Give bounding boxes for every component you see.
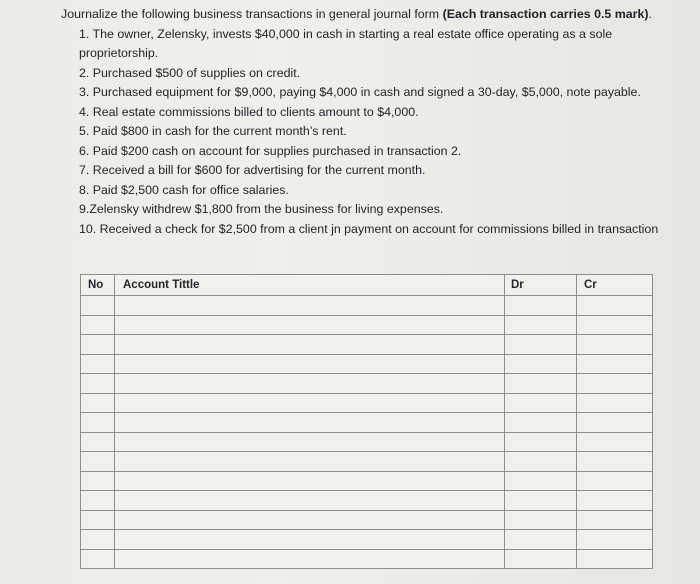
cell-debit[interactable] bbox=[505, 296, 577, 316]
cell-account-title[interactable] bbox=[115, 452, 505, 472]
cell-no[interactable] bbox=[81, 315, 115, 335]
cell-no[interactable] bbox=[81, 530, 115, 550]
cell-credit[interactable] bbox=[577, 452, 653, 472]
cell-account-title[interactable] bbox=[115, 413, 505, 433]
journal-row bbox=[81, 315, 653, 335]
transaction-item-4: 4. Real estate commissions billed to clients amount to $4,000. bbox=[79, 104, 419, 119]
cell-credit[interactable] bbox=[577, 510, 653, 530]
cell-credit[interactable] bbox=[577, 374, 653, 394]
journal-header-row bbox=[81, 275, 653, 296]
cell-no[interactable] bbox=[81, 452, 115, 472]
journal-row bbox=[81, 471, 653, 491]
cell-no[interactable] bbox=[81, 393, 115, 413]
cell-debit[interactable] bbox=[505, 374, 577, 394]
transaction-list bbox=[61, 25, 681, 240]
journal-row bbox=[81, 452, 653, 472]
cell-debit[interactable] bbox=[505, 354, 577, 374]
header-debit: Dr bbox=[505, 275, 577, 296]
cell-credit[interactable] bbox=[577, 549, 653, 569]
cell-credit[interactable] bbox=[577, 354, 653, 374]
journal-body bbox=[81, 296, 653, 569]
cell-account-title[interactable] bbox=[115, 315, 505, 335]
journal-row bbox=[81, 413, 653, 433]
transaction-item-3: 3. Purchased equipment for $9,000, paying $4,000 in cash and signed a 30-day, $5,000, note payable. bbox=[79, 85, 641, 99]
cell-no[interactable] bbox=[81, 354, 115, 374]
cell-no[interactable] bbox=[81, 491, 115, 511]
journal-row bbox=[81, 510, 653, 530]
cell-account-title[interactable] bbox=[115, 335, 505, 355]
instructions-title bbox=[61, 5, 681, 25]
cell-debit[interactable] bbox=[505, 413, 577, 433]
cell-account-title[interactable] bbox=[115, 549, 505, 569]
journal-row bbox=[81, 549, 653, 569]
title-bold-note: (Each transaction carries 0.5 mark) bbox=[442, 7, 649, 21]
cell-debit[interactable] bbox=[505, 530, 577, 550]
journal-row bbox=[81, 335, 653, 355]
transaction-item-6: 6. Paid $200 cash on account for supplies purchased in transaction 2. bbox=[79, 143, 462, 158]
cell-credit[interactable] bbox=[577, 296, 653, 316]
cell-credit[interactable] bbox=[577, 491, 653, 511]
cell-account-title[interactable] bbox=[115, 393, 505, 413]
cell-account-title[interactable] bbox=[115, 354, 505, 374]
cell-debit[interactable] bbox=[505, 510, 577, 530]
cell-debit[interactable] bbox=[505, 393, 577, 413]
journal-entry-table bbox=[80, 274, 653, 569]
cell-account-title[interactable] bbox=[115, 510, 505, 530]
transaction-item-7: 7. Received a bill for $600 for advertising for the current month. bbox=[79, 163, 426, 177]
cell-debit[interactable] bbox=[505, 315, 577, 335]
transaction-item-10: 10. Received a check for $2,500 from a client jn payment on account for commissions billed in transaction bbox=[79, 221, 659, 236]
cell-credit[interactable] bbox=[577, 413, 653, 433]
cell-no[interactable] bbox=[81, 296, 115, 316]
cell-no[interactable] bbox=[81, 549, 115, 569]
header-account-title: Account Tittle bbox=[115, 275, 505, 296]
header-credit: Cr bbox=[577, 275, 653, 296]
title-suffix: . bbox=[648, 7, 652, 21]
cell-no[interactable] bbox=[81, 510, 115, 530]
cell-debit[interactable] bbox=[505, 335, 577, 355]
cell-no[interactable] bbox=[81, 471, 115, 491]
journal-row bbox=[81, 296, 653, 316]
cell-credit[interactable] bbox=[577, 471, 653, 491]
cell-credit[interactable] bbox=[577, 530, 653, 550]
journal-row bbox=[81, 432, 653, 452]
transaction-item-1: 1. The owner, Zelensky, invests $40,000 in cash in starting a real estate office operating as a sole proprietorship. bbox=[79, 26, 613, 60]
cell-debit[interactable] bbox=[505, 452, 577, 472]
cell-debit[interactable] bbox=[505, 432, 577, 452]
cell-debit[interactable] bbox=[505, 491, 577, 511]
cell-credit[interactable] bbox=[577, 393, 653, 413]
cell-account-title[interactable] bbox=[115, 530, 505, 550]
cell-account-title[interactable] bbox=[115, 491, 505, 511]
cell-no[interactable] bbox=[81, 413, 115, 433]
journal-row bbox=[81, 354, 653, 374]
transaction-item-5: 5. Paid $800 in cash for the current month’s rent. bbox=[79, 124, 347, 138]
journal-row bbox=[81, 393, 653, 413]
transaction-item-2: 2. Purchased $500 of supplies on credit. bbox=[79, 65, 301, 80]
cell-no[interactable] bbox=[81, 374, 115, 394]
transaction-item-8: 8. Paid $2,500 cash for office salaries. bbox=[79, 182, 289, 197]
cell-debit[interactable] bbox=[505, 471, 577, 491]
header-no: No bbox=[81, 275, 115, 296]
cell-no[interactable] bbox=[81, 335, 115, 355]
journal-row bbox=[81, 530, 653, 550]
cell-account-title[interactable] bbox=[115, 432, 505, 452]
cell-account-title[interactable] bbox=[115, 374, 505, 394]
cell-no[interactable] bbox=[81, 432, 115, 452]
journal-row bbox=[81, 374, 653, 394]
journal-row bbox=[81, 491, 653, 511]
cell-credit[interactable] bbox=[577, 335, 653, 355]
cell-account-title[interactable] bbox=[115, 296, 505, 316]
transaction-item-9: 9.Zelensky withdrew $1,800 from the business for living expenses. bbox=[79, 202, 444, 216]
cell-account-title[interactable] bbox=[115, 471, 505, 491]
title-prefix: Journalize the following business transactions in general journal form bbox=[61, 7, 443, 21]
cell-credit[interactable] bbox=[577, 315, 653, 335]
cell-credit[interactable] bbox=[577, 432, 653, 452]
instructions-block bbox=[61, 5, 681, 239]
cell-debit[interactable] bbox=[505, 549, 577, 569]
